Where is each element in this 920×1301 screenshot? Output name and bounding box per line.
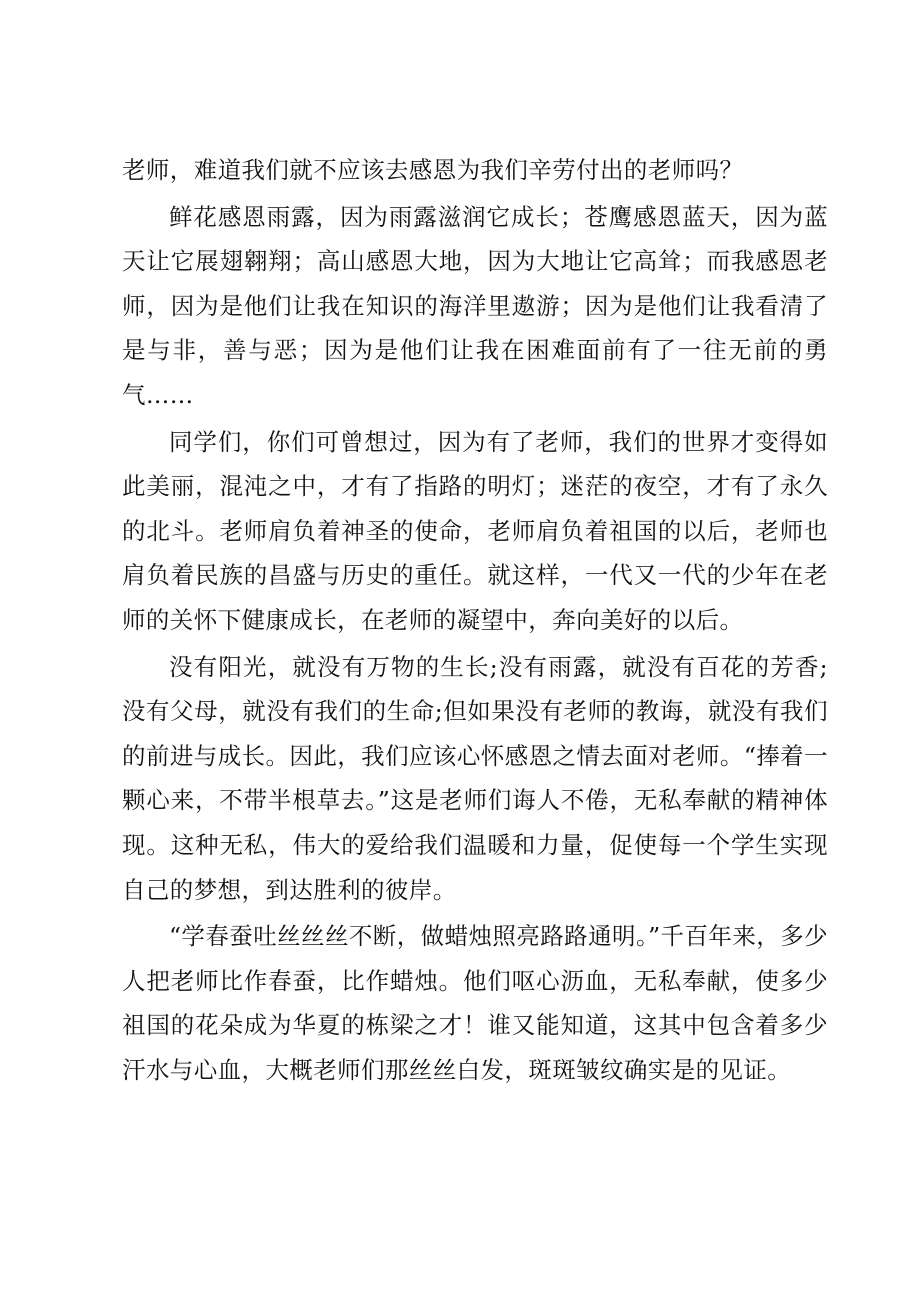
paragraph-gratitude: 鲜花感恩雨露，因为雨露滋润它成长；苍鹰感恩蓝天，因为蓝天让它展翅翱翔；高山感恩大地，因为大地让它高耸；而我感恩老师，因为是他们让我在知识的海洋里遨游；因为是他们让我看清了是与非，善与恶；因为是他们让我在困难面前有了一往无前的勇气…… bbox=[122, 202, 828, 409]
paragraph-sunshine: 没有阳光，就没有万物的生长;没有雨露，就没有百花的芳香;没有父母，就没有我们的生命;但如果没有老师的教诲，就没有我们的前进与成长。因此，我们应该心怀感恩之情去面对老师。“捧着一颗心来，不带半根草去。”这是老师们诲人不倦，无私奉献的精神体现。这种无私，伟大的爱给我们温暖和力量，促使每一个学生实现自己的梦想，到达胜利的彼岸。 bbox=[122, 652, 828, 904]
document-body bbox=[122, 148, 828, 1092]
paragraph-classmates: 同学们，你们可曾想过，因为有了老师，我们的世界才变得如此美丽，混沌之中，才有了指路的明灯；迷茫的夜空，才有了永久的北斗。老师肩负着神圣的使命，老师肩负着祖国的以后，老师也肩负着民族的昌盛与历史的重任。就这样，一代又一代的少年在老师的关怀下健康成长，在老师的凝望中，奔向美好的以后。 bbox=[122, 427, 828, 634]
paragraph-continuation: 老师，难道我们就不应该去感恩为我们辛劳付出的老师吗？ bbox=[122, 156, 744, 184]
paragraph-silkworm: “学春蚕吐丝丝丝不断，做蜡烛照亮路路通明。”千百年来，多少人把老师比作春蚕，比作蜡烛。他们呕心沥血，无私奉献，使多少祖国的花朵成为华夏的栋梁之才！谁又能知道，这其中包含着多少汗水与心血，大概老师们那丝丝白发，斑斑皱纹确实是的见证。 bbox=[122, 922, 828, 1084]
